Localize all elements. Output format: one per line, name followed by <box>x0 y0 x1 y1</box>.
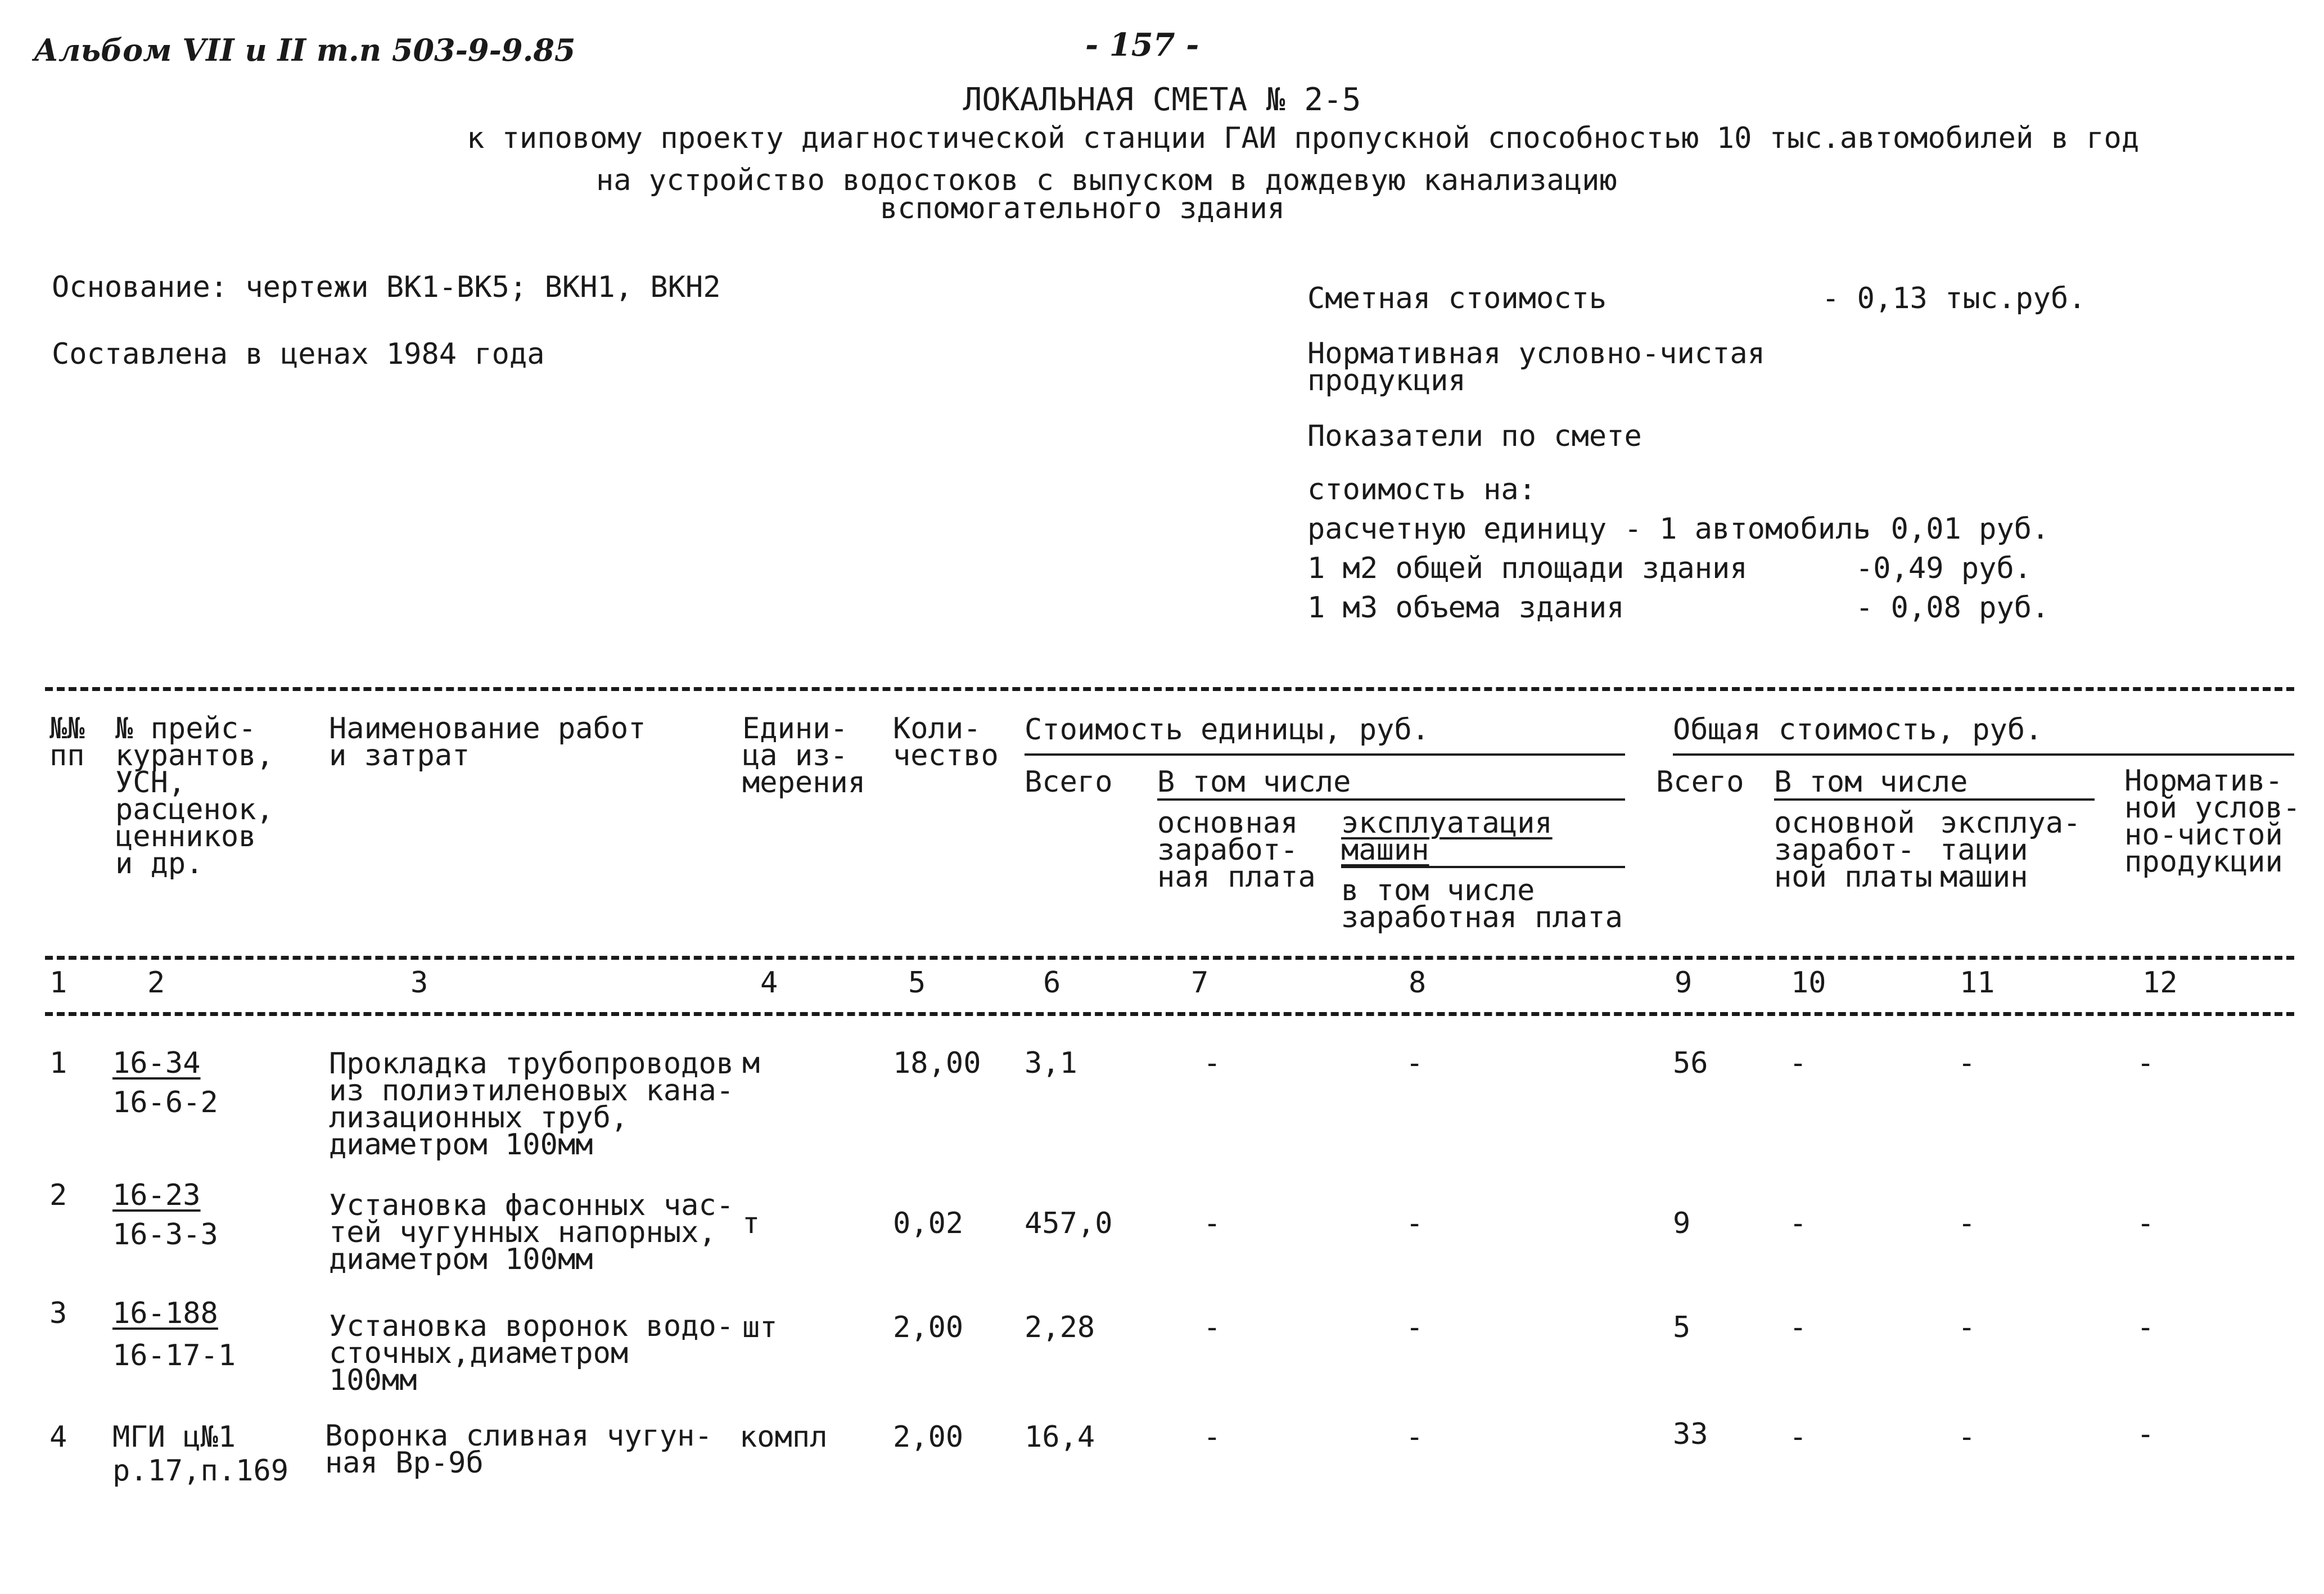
header-total-cost: Общая стоимость, руб. <box>1673 713 2043 747</box>
column-number: 2 <box>147 966 165 1000</box>
table-row-quantity: 18,00 <box>893 1046 981 1080</box>
table-row-code-top: 16-188 <box>112 1297 218 1330</box>
table-row-total-machines: - <box>1958 1207 1976 1240</box>
table-row-code-top: МГИ ц№1 <box>112 1420 236 1454</box>
column-number: 10 <box>1791 966 1826 1000</box>
table-row-name: Установка воронок водо- сточных,диаметром 100мм <box>329 1309 734 1397</box>
column-numbers-top-divider <box>45 956 2294 960</box>
table-row-normative: - <box>2137 1311 2155 1344</box>
header-total-wage: основной заработ- ной платы <box>1774 806 1933 894</box>
indicator-value: -0,49 руб. <box>1856 552 2032 585</box>
table-row-unit-machines: - <box>1406 1207 1424 1240</box>
estimate-cost-label: Сметная стоимость <box>1307 282 1607 315</box>
table-row-quantity: 2,00 <box>893 1420 964 1454</box>
column-number: 7 <box>1191 966 1209 1000</box>
table-top-divider <box>45 687 2294 691</box>
indicators-label: Показатели по смете <box>1307 419 1642 453</box>
table-row-unit-wage: - <box>1203 1420 1221 1454</box>
table-row-unit: м <box>742 1046 760 1080</box>
table-row-total-wage: - <box>1789 1046 1807 1080</box>
table-row-unit-wage: - <box>1203 1207 1221 1240</box>
table-row-name: Установка фасонных час- тей чугунных напорных, диаметром 100мм <box>329 1189 734 1276</box>
table-row-normative: - <box>2137 1207 2155 1240</box>
table-row-total-wage: - <box>1789 1420 1807 1454</box>
normative-product-label: Нормативная условно-чистая продукция <box>1307 337 1765 398</box>
table-row-unit: компл <box>739 1420 828 1454</box>
table-row-normative: - <box>2137 1046 2155 1080</box>
indicator-label: 1 м3 объема здания <box>1307 591 1624 625</box>
column-number: 3 <box>410 966 428 1000</box>
indicator-value: - 0,01 руб. <box>1856 512 2050 546</box>
header-unit-machines: эксплуатация машин <box>1341 806 1553 867</box>
page-number: - 157 - <box>1085 26 1199 64</box>
document-subtitle: к типовому проекту диагностической станции ГАИ пропускной способностью 10 тыс.автомобилей в год <box>467 121 2140 155</box>
unit-including-rule <box>1157 798 1625 801</box>
table-row-total: 33 <box>1673 1417 1708 1451</box>
table-row-code-bottom: 16-6-2 <box>112 1086 218 1119</box>
table-row-quantity: 2,00 <box>893 1311 964 1344</box>
table-row-number: 3 <box>49 1297 67 1330</box>
table-row-unit-total: 3,1 <box>1025 1046 1077 1080</box>
table-row-unit-machines: - <box>1406 1420 1424 1454</box>
table-row-code-bottom: 16-17-1 <box>112 1339 236 1372</box>
table-row-code-bottom: 16-3-3 <box>112 1218 218 1252</box>
indicator-label: 1 м2 общей площади здания <box>1307 552 1748 585</box>
indicator-label: расчетную единицу - 1 автомобиль <box>1307 512 1871 546</box>
header-total-machines: эксплуа- тации машин <box>1940 806 2081 894</box>
column-number: 8 <box>1409 966 1427 1000</box>
prices-year-text: Составлена в ценах 1984 года <box>52 337 545 371</box>
header-normative: Норматив- ной услов- но-чистой продукции <box>2124 764 2301 879</box>
table-row-total-wage: - <box>1789 1311 1807 1344</box>
document-title: ЛОКАЛЬНАЯ СМЕТА № 2-5 <box>963 82 1361 118</box>
table-row-total: 9 <box>1673 1207 1691 1240</box>
table-row-unit: т <box>742 1207 760 1240</box>
table-row-total-machines: - <box>1958 1046 1976 1080</box>
header-col-2: № прейс- курантов, УСН, расценок, ценников и др. <box>115 712 274 880</box>
table-row-unit-total: 457,0 <box>1025 1207 1113 1240</box>
column-number: 9 <box>1675 966 1693 1000</box>
header-col-1: №№ пп <box>49 712 85 773</box>
column-number: 6 <box>1043 966 1061 1000</box>
header-unit-including: В том числе <box>1157 765 1351 799</box>
table-row-unit-wage: - <box>1203 1046 1221 1080</box>
document-subtitle-line-3: вспомогательного здания <box>880 192 1285 225</box>
unit-machines-rule <box>1341 866 1625 868</box>
header-total-including: В том числе <box>1774 765 1968 799</box>
total-cost-rule <box>1673 753 2294 756</box>
table-row-quantity: 0,02 <box>893 1207 964 1240</box>
table-row-total-machines: - <box>1958 1311 1976 1344</box>
header-col-3: Наименование работ и затрат <box>329 712 646 773</box>
column-numbers-bottom-divider <box>45 1012 2294 1016</box>
album-note: Альбом VII и II т.п 503-9-9.85 <box>34 32 576 68</box>
column-number: 12 <box>2142 966 2178 1000</box>
table-row-total-machines: - <box>1958 1420 1976 1454</box>
unit-cost-rule <box>1025 753 1625 756</box>
table-row-normative: - <box>2137 1417 2155 1451</box>
header-unit-wage: основная заработ- ная плата <box>1157 806 1316 894</box>
table-row-unit-wage: - <box>1203 1311 1221 1344</box>
document-subtitle-line-2: на устройство водостоков с выпуском в дождевую канализацию <box>596 164 1617 197</box>
table-row-name: Воронка сливная чугун- ная Вр-9б <box>325 1419 712 1480</box>
table-row-total-wage: - <box>1789 1207 1807 1240</box>
indicator-value: - 0,08 руб. <box>1856 591 2050 625</box>
table-row-number: 1 <box>49 1046 67 1080</box>
header-unit-machines-wage: в том числе заработная плата <box>1341 874 1623 934</box>
table-row-unit-machines: - <box>1406 1311 1424 1344</box>
table-row-code-bottom: р.17,п.169 <box>112 1454 289 1488</box>
header-col-5: Коли- чество <box>893 712 999 773</box>
table-row-total: 5 <box>1673 1311 1691 1344</box>
column-number: 5 <box>908 966 926 1000</box>
column-number: 11 <box>1960 966 1995 1000</box>
header-unit-total: Всего <box>1025 765 1113 799</box>
cost-on-label: стоимость на: <box>1307 473 1536 507</box>
column-number: 4 <box>760 966 778 1000</box>
estimate-cost-value: - 0,13 тыс.руб. <box>1822 282 2086 315</box>
column-number: 1 <box>49 966 67 1000</box>
table-row-unit-total: 2,28 <box>1025 1311 1095 1344</box>
table-row-name: Прокладка трубопроводов из полиэтиленовых кана- лизационных труб, диаметром 100мм <box>329 1047 734 1162</box>
table-row-unit-total: 16,4 <box>1025 1420 1095 1454</box>
table-row-number: 4 <box>49 1420 67 1454</box>
table-row-unit: шт <box>742 1311 778 1344</box>
header-total-total: Всего <box>1656 765 1744 799</box>
table-row-code-top: 16-34 <box>112 1046 201 1080</box>
table-row-unit-machines: - <box>1406 1046 1424 1080</box>
header-col-4: Едини- ца из- мерения <box>742 712 866 800</box>
table-row-code-top: 16-23 <box>112 1178 201 1212</box>
total-including-rule <box>1774 798 2095 801</box>
table-row-total: 56 <box>1673 1046 1708 1080</box>
header-unit-cost: Стоимость единицы, руб. <box>1025 713 1430 747</box>
basis-text: Основание: чертежи ВК1-ВК5; ВКН1, ВКН2 <box>52 270 721 304</box>
table-row-number: 2 <box>49 1178 67 1212</box>
